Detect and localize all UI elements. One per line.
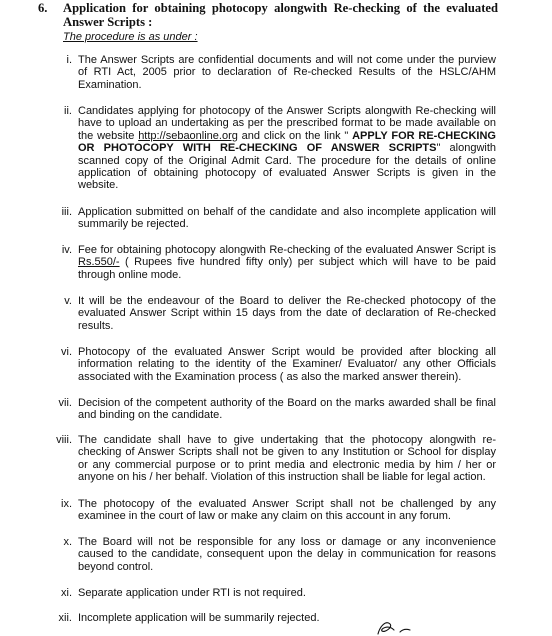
item-text: Application submitted on behalf of the candidate and also incomplete application will summarily be rejected. (78, 206, 496, 231)
section-heading (38, 2, 498, 45)
fee-amount: Rs.550/- (78, 256, 120, 269)
item-text: Incomplete application will be summarily rejected. (78, 612, 320, 624)
item-text: The Board will not be responsible for any loss or damage or any inconvenience caused to the candidate, consequent upon the delay in communication for reasons beyond control. (78, 536, 496, 573)
item-text: Fee for obtaining photocopy alongwith Re-checking of the evaluated Answer Script is Rs.550/- ( Rupees five hundred fifty only) per subject which will have to be paid through online mode. (78, 244, 496, 281)
item-number: viii. (56, 434, 72, 446)
item-text: Decision of the competent authority of the Board on the marks awarded shall be final and binding on the candidate. (78, 397, 496, 422)
item-number: i. (66, 54, 72, 66)
item-text: The candidate shall have to give undertaking that the photocopy alongwith re-checking of Answer Scripts shall not be given to any Institution or School for display or any commercial purpose or to print media and electronic media by him / her or anyone on his / her behalf. Violation of this instruction shall be liable for legal action. (78, 434, 496, 484)
item-number: ii. (64, 105, 72, 117)
item-number: vii. (58, 397, 72, 409)
section-subtitle: The procedure is as under : (63, 31, 198, 43)
item-number: v. (64, 295, 72, 307)
section-number: 6. (38, 1, 48, 15)
item-number: xii. (58, 612, 72, 624)
item-number: xi. (61, 587, 72, 599)
item-number: vi. (61, 346, 72, 358)
item-text: It will be the endeavour of the Board to deliver the Re-checked photocopy of the evaluated Answer Script within 15 days from the date of declaration of Re-checked results. (78, 295, 496, 332)
item-number: iv. (61, 244, 72, 256)
item-text: The Answer Scripts are confidential documents and will not come under the purview of RTI Act, 2005 prior to declaration of Re-checked Results of the HSLC/AHM Examination. (78, 54, 496, 91)
link-label: APPLY FOR RE-CHECKING OR PHOTOCOPY WITH RE-CHECKING OF ANSWER SCRIPTS (78, 129, 496, 155)
item-text: Separate application under RTI is not required. (78, 587, 306, 599)
item-text: The photocopy of the evaluated Answer Script shall not be challenged by any examinee in the court of law or make any claim on this account in any forum. (78, 498, 496, 523)
item-text: Photocopy of the evaluated Answer Script would be provided after blocking all information relating to the identity of the Examiner/ Evaluator/ any other Officials associated with the Examination process ( as also the marked answer therein). (78, 346, 496, 383)
item-text: Candidates applying for photocopy of the Answer Scripts alongwith Re-checking will have to upload an undertaking as per the prescribed format to be made available on the website http://sebaonline.org and click on the link " APPLY FOR RE-CHECKING OR PHOTOCOPY WITH RE-CHECKING OF ANSWER SCRIPTS" alongwith scanned copy of the Original Admit Card. The procedure for the details of online application of obtaining photocopy of evaluated Answer Scripts is given in the website. (78, 105, 497, 192)
website-link[interactable]: http://sebaonline.org (138, 129, 238, 142)
item-number: x. (63, 536, 72, 548)
item-number: iii. (61, 206, 72, 218)
item-number: ix. (61, 498, 72, 510)
section-title: Application for obtaining photocopy alongwith Re-checking of the evaluated Answer Scripts : (63, 1, 498, 29)
signature-mark (372, 618, 432, 636)
